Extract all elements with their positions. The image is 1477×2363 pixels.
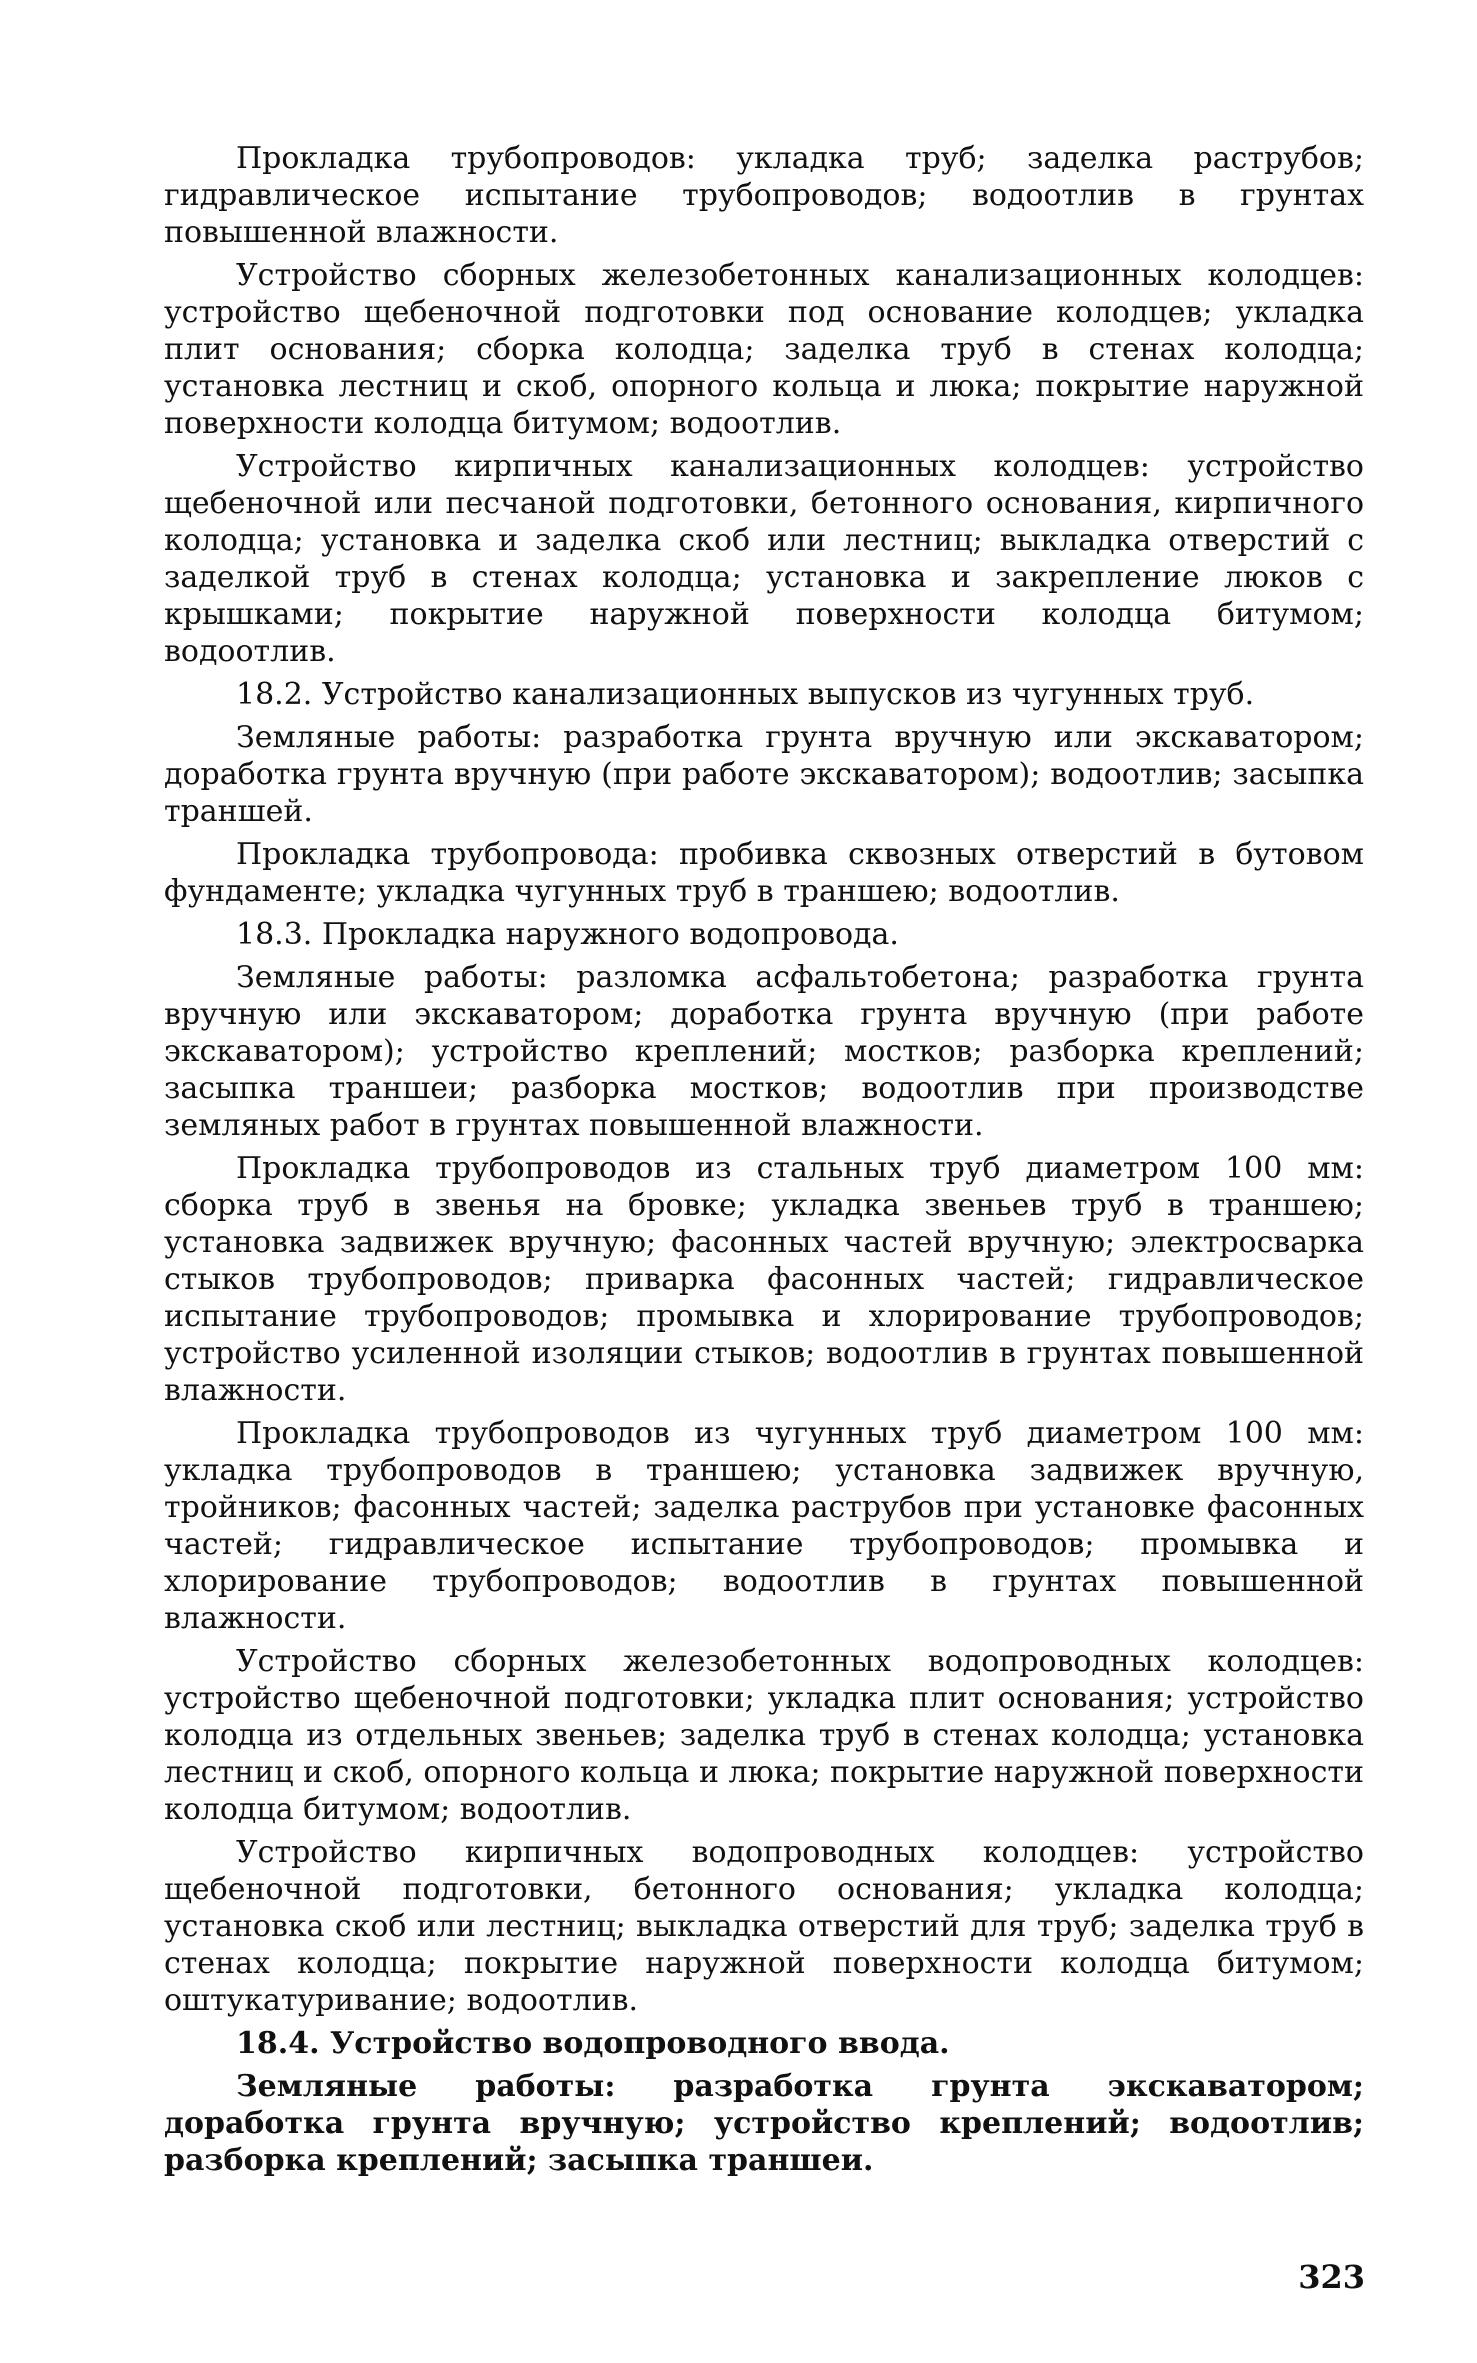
section-heading-18-4: 18.4. Устройство водопроводного ввода. bbox=[236, 2026, 950, 2061]
section-heading-18-2: 18.2. Устройство канализационных выпусков из чугунных труб. bbox=[236, 677, 1255, 712]
paragraph-pipeline-18-2: Прокладка трубопровода: пробивка сквозных отверстий в бутовом фундаменте; укладка чугунных труб в траншею; водоотлив. bbox=[164, 837, 1364, 909]
paragraph-precast-water-wells: Устройство сборных железобетонных водопроводных колодцев: устройство щебеночной подготовки; укладка плит основания; устройство колодца из отдельных звеньев; заделка труб в стенах колодца; установка лестниц и скоб, опорного кольца и люка; покрытие наружной поверхности колодца битумом; водоотлив. bbox=[164, 1644, 1364, 1827]
paragraph-earthworks-18-2: Земляные работы: разработка грунта вручную или экскаватором; доработка грунта вручную (при работе экскаватором); водоотлив; засыпка траншей. bbox=[164, 720, 1364, 829]
paragraph-earthworks-18-4: Земляные работы: разработка грунта экскаватором; доработка грунта вручную; устройство креплений; водоотлив; разборка креплений; засыпка траншеи. bbox=[164, 2069, 1364, 2178]
section-heading-18-3: 18.3. Прокладка наружного водопровода. bbox=[236, 917, 899, 952]
page-body bbox=[164, 140, 1364, 2185]
paragraph-cast-iron-pipes: Прокладка трубопроводов из чугунных труб диаметром 100 мм: укладка трубопроводов в траншею; установка задвижек вручную, тройников; фасонных частей; заделка раструбов при установке фасонных частей; гидравлическое испытание трубопроводов; промывка и хлорирование трубопроводов; водоотлив в грунтах повышенной влажности. bbox=[164, 1416, 1364, 1636]
paragraph-precast-sewer-wells: Устройство сборных железобетонных канализационных колодцев: устройство щебеночной подготовки под основание колодцев; укладка плит основания; сборка колодца; заделка труб в стенах колодца; установка лестниц и скоб, опорного кольца и люка; покрытие наружной поверхности колодца битумом; водоотлив. bbox=[164, 258, 1364, 441]
paragraph-earthworks-18-3: Земляные работы: разломка асфальтобетона; разработка грунта вручную или экскаватором; доработка грунта вручную (при работе экскаватором); устройство креплений; мостков; разборка креплений; засыпка траншеи; разборка мостков; водоотлив при производстве земляных работ в грунтах повышенной влажности. bbox=[164, 960, 1364, 1143]
page-number: 323 bbox=[1298, 2258, 1365, 2296]
paragraph-pipe-laying: Прокладка трубопроводов: укладка труб; заделка раструбов; гидравлическое испытание трубопроводов; водоотлив в грунтах повышенной влажности. bbox=[164, 141, 1364, 250]
paragraph-brick-sewer-wells: Устройство кирпичных канализационных колодцев: устройство щебеночной или песчаной подготовки, бетонного основания, кирпичного колодца; установка и заделка скоб или лестниц; выкладка отверстий с заделкой труб в стенах колодца; установка и закрепление люков с крышками; покрытие наружной поверхности колодца битумом; водоотлив. bbox=[164, 449, 1364, 669]
paragraph-brick-water-wells: Устройство кирпичных водопроводных колодцев: устройство щебеночной подготовки, бетонного основания; укладка колодца; установка скоб или лестниц; выкладка отверстий для труб; заделка труб в стенах колодца; покрытие наружной поверхности колодца битумом; оштукатуривание; водоотлив. bbox=[164, 1835, 1364, 2018]
paragraph-steel-pipes: Прокладка трубопроводов из стальных труб диаметром 100 мм: сборка труб в звенья на бровке; укладка звеньев труб в траншею; установка задвижек вручную; фасонных частей вручную; электросварка стыков трубопроводов; приварка фасонных частей; гидравлическое испытание трубопроводов; промывка и хлорирование трубопроводов; устройство усиленной изоляции стыков; водоотлив в грунтах повышенной влажности. bbox=[164, 1151, 1364, 1408]
